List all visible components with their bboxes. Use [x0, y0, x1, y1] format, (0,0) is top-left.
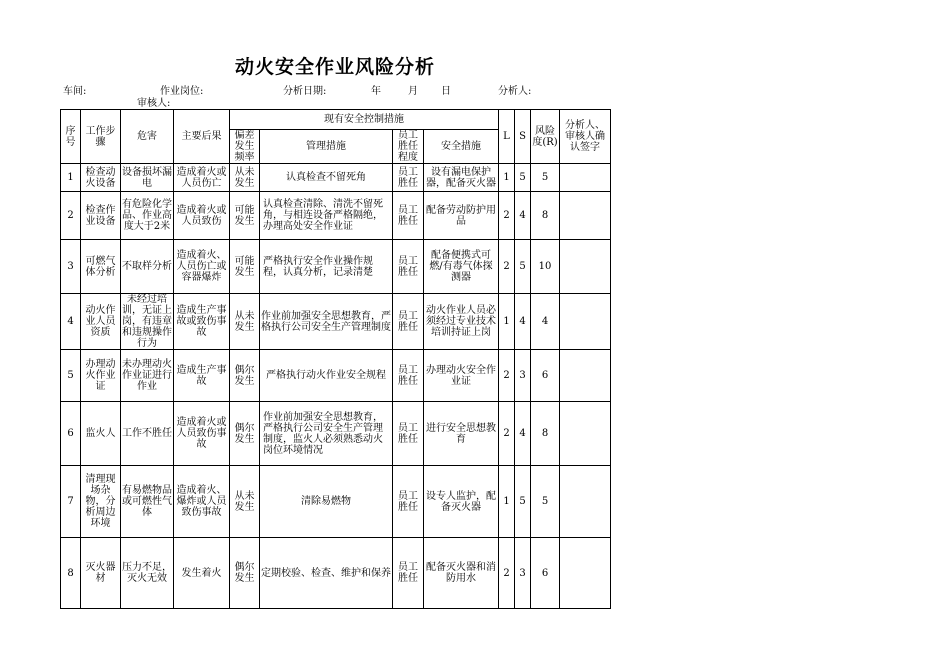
cell-s: 4 [515, 294, 531, 350]
cell-management: 作业前加强安全思想教育，严格执行公司安全生产管理制度，监火人必须熟悉动火岗位环境情况 [260, 402, 393, 466]
cell-s: 5 [515, 240, 531, 294]
cell-l: 2 [499, 538, 515, 609]
header-competence: 员工胜任程度 [393, 130, 424, 164]
cell-safety: 配备便携式可燃/有毒气体探测器 [424, 240, 499, 294]
header-step: 工作步骤 [81, 110, 121, 164]
cell-consequence: 造成着火、爆炸或人员致伤事故 [174, 466, 230, 538]
cell-risk: 5 [531, 466, 560, 538]
header-s: S [515, 110, 531, 164]
cell-hazard: 压力不足，灭火无效 [121, 538, 174, 609]
cell-risk: 4 [531, 294, 560, 350]
cell-s: 3 [515, 350, 531, 402]
day-label: 日 [441, 86, 451, 97]
reviewer-label: 审核人: [137, 98, 171, 109]
cell-competence: 员工胜任 [393, 192, 424, 240]
header-consequence: 主要后果 [174, 110, 230, 164]
cell-consequence: 发生着火 [174, 538, 230, 609]
cell-no: 5 [61, 350, 81, 402]
cell-risk: 6 [531, 538, 560, 609]
cell-signoff [560, 294, 611, 350]
cell-signoff [560, 350, 611, 402]
cell-step: 办理动火作业证 [81, 350, 121, 402]
cell-hazard: 有易燃物品或可燃性气体 [121, 466, 174, 538]
cell-no: 1 [61, 164, 81, 192]
table-row [61, 192, 611, 240]
cell-competence: 员工胜任 [393, 350, 424, 402]
cell-s: 4 [515, 192, 531, 240]
table-row [61, 402, 611, 466]
cell-management: 认真检查不留死角 [260, 164, 393, 192]
cell-safety: 配备灭火器和消防用水 [424, 538, 499, 609]
cell-consequence: 造成着火或人员致伤事故 [174, 402, 230, 466]
cell-signoff [560, 192, 611, 240]
cell-hazard: 工作不胜任 [121, 402, 174, 466]
cell-safety: 办理动火安全作业证 [424, 350, 499, 402]
cell-frequency: 偶尔发生 [230, 402, 260, 466]
cell-signoff [560, 164, 611, 192]
cell-s: 5 [515, 164, 531, 192]
cell-l: 2 [499, 402, 515, 466]
cell-competence: 员工胜任 [393, 164, 424, 192]
cell-competence: 员工胜任 [393, 466, 424, 538]
cell-safety: 动火作业人员必须经过专业技术培训持证上岗 [424, 294, 499, 350]
cell-no: 8 [61, 538, 81, 609]
header-l: L [499, 110, 515, 164]
cell-step: 检查动火设备 [81, 164, 121, 192]
cell-frequency: 偶尔发生 [230, 350, 260, 402]
table-row [61, 350, 611, 402]
cell-competence: 员工胜任 [393, 294, 424, 350]
cell-management: 严格执行动火作业安全规程 [260, 350, 393, 402]
cell-l: 2 [499, 350, 515, 402]
cell-signoff [560, 538, 611, 609]
page-title: 动火安全作业风险分析 [234, 56, 435, 78]
cell-signoff [560, 240, 611, 294]
cell-signoff [560, 466, 611, 538]
header-controls: 现有安全控制措施 [230, 110, 499, 130]
table-row [61, 240, 611, 294]
cell-consequence: 造成着火、人员伤亡或容器爆炸 [174, 240, 230, 294]
cell-consequence: 造成着火或人员伤亡 [174, 164, 230, 192]
analyst-label: 分析人: [498, 86, 532, 97]
month-label: 月 [408, 86, 418, 97]
cell-s: 5 [515, 466, 531, 538]
cell-consequence: 造成着火或人员致伤 [174, 192, 230, 240]
cell-hazard: 未经过培训，无证上岗，有违章和违规操作行为 [122, 294, 172, 349]
cell-no: 3 [61, 240, 81, 294]
header-signoff: 分析人、审核人确认签字 [560, 110, 611, 164]
cell-step: 动火作业人员资质 [81, 294, 121, 350]
cell-step: 清理现场杂物，分析周边环境 [81, 466, 121, 538]
cell-competence: 员工胜任 [393, 538, 424, 609]
cell-risk: 10 [531, 240, 560, 294]
cell-l: 1 [499, 164, 515, 192]
header-safety: 安全措施 [424, 130, 499, 164]
header-management: 管理措施 [260, 130, 393, 164]
year-label: 年 [371, 86, 381, 97]
cell-competence: 员工胜任 [393, 240, 424, 294]
cell-s: 3 [515, 538, 531, 609]
date-label: 分析日期: [283, 86, 327, 97]
cell-safety: 设有漏电保护器，配备灭火器 [424, 164, 499, 192]
cell-management: 清除易燃物 [260, 466, 393, 538]
cell-frequency: 可能发生 [230, 240, 260, 294]
cell-step: 灭火器材 [81, 538, 121, 609]
cell-l: 1 [499, 466, 515, 538]
cell-management: 定期校验、检查、维护和保养 [260, 538, 393, 609]
cell-safety: 进行安全思想教育 [424, 402, 499, 466]
cell-risk: 6 [531, 350, 560, 402]
cell-management: 严格执行安全作业操作规程，认真分析，记录清楚 [260, 240, 393, 294]
header-hazard: 危害 [121, 110, 174, 164]
cell-l: 1 [499, 294, 515, 350]
cell-step: 检查作业设备 [81, 192, 121, 240]
cell-risk: 5 [531, 164, 560, 192]
cell-frequency: 从未发生 [230, 164, 260, 192]
header-frequency: 偏差发生频率 [230, 130, 260, 164]
cell-no: 7 [61, 466, 81, 538]
cell-l: 2 [499, 192, 515, 240]
cell-hazard: 有危险化学品、作业高度大于2米 [121, 192, 174, 240]
post-label: 作业岗位: [160, 86, 204, 97]
cell-risk: 8 [531, 402, 560, 466]
cell-no: 4 [61, 294, 81, 350]
cell-signoff [560, 402, 611, 466]
cell-hazard: 设备损坏漏电 [121, 164, 174, 192]
table-row [61, 164, 611, 192]
workshop-label: 车间: [63, 86, 87, 97]
header-no: 序号 [61, 110, 81, 164]
cell-frequency: 从未发生 [230, 294, 260, 350]
cell-management: 作业前加强安全思想教育，严格执行公司安全生产管理制度 [260, 294, 393, 350]
cell-frequency: 从未发生 [230, 466, 260, 538]
cell-risk: 8 [531, 192, 560, 240]
cell-frequency: 偶尔发生 [230, 538, 260, 609]
table-row [61, 466, 611, 538]
cell-hazard: 未办理动火作业证进行作业 [121, 350, 174, 402]
cell-hazard: 不取样分析 [121, 240, 174, 294]
cell-safety: 设专人监护，配备灭火器 [424, 466, 499, 538]
table-row [61, 294, 611, 350]
cell-l: 2 [499, 240, 515, 294]
header-risk: 风险度(R) [531, 110, 560, 164]
cell-s: 4 [515, 402, 531, 466]
cell-competence: 员工胜任 [393, 402, 424, 466]
cell-frequency: 可能发生 [230, 192, 260, 240]
cell-consequence: 造成生产事故或致伤事故 [174, 294, 230, 350]
cell-safety: 配备劳动防护用品 [424, 192, 499, 240]
cell-consequence: 造成生产事故 [174, 350, 230, 402]
cell-no: 2 [61, 192, 81, 240]
risk-analysis-table [60, 109, 611, 609]
cell-no: 6 [61, 402, 81, 466]
cell-management: 认真检查清除、清洗不留死角，与相连设备严格隔绝，办理高处安全作业证 [260, 192, 393, 240]
table-row [61, 538, 611, 609]
cell-step: 监火人 [81, 402, 121, 466]
cell-step: 可燃气体分析 [81, 240, 121, 294]
